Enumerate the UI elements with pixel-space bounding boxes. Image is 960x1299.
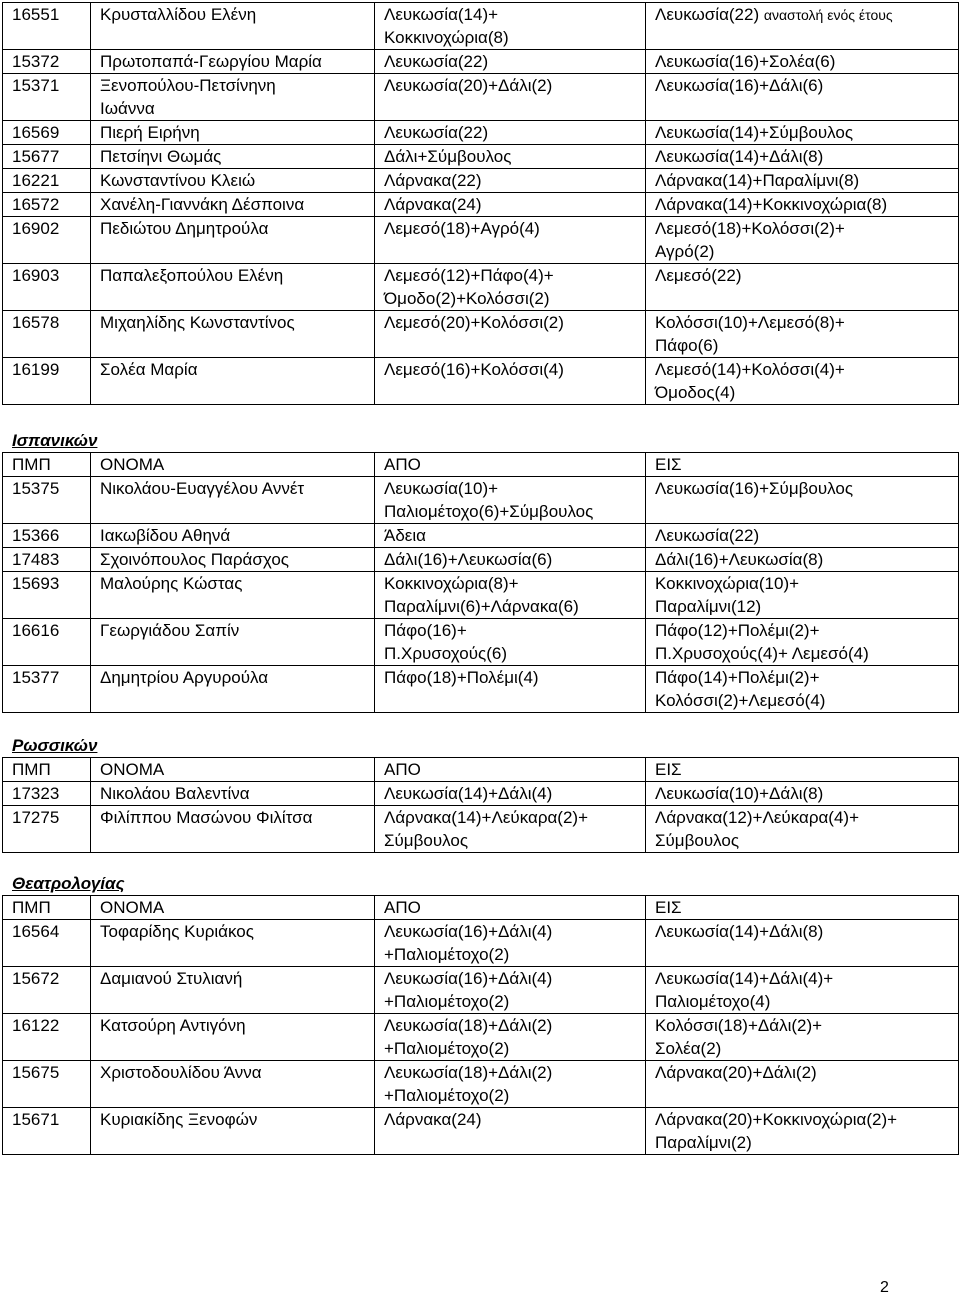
cell-apo bbox=[375, 145, 646, 169]
cell-text: Λευκωσία(22) bbox=[384, 123, 489, 142]
cell-id bbox=[3, 3, 91, 50]
cell-id bbox=[3, 920, 91, 967]
cell-text: Λεμεσό(12)+Πάφο(4)+ Όμοδο(2)+Κολόσσι(2) bbox=[384, 266, 554, 308]
cell-apo bbox=[375, 264, 646, 311]
cell-id bbox=[3, 619, 91, 666]
cell-name bbox=[91, 217, 375, 264]
cell-eis bbox=[646, 1108, 959, 1155]
cell-apo bbox=[375, 782, 646, 806]
cell-id bbox=[3, 121, 91, 145]
cell-name bbox=[91, 1014, 375, 1061]
table-row bbox=[3, 1061, 959, 1108]
cell-text: Λάρνακα(24) bbox=[384, 195, 482, 214]
cell-apo bbox=[375, 74, 646, 121]
cell-text: Χανέλη-Γιαννάκη Δέσποινα bbox=[100, 195, 305, 214]
cell-text: Λευκωσία(16)+Σολέα(6) bbox=[655, 52, 836, 71]
cell-text: Λευκωσία(20)+Δάλι(2) bbox=[384, 76, 553, 95]
section-title: Ισπανικών bbox=[12, 431, 98, 450]
table-row bbox=[3, 572, 959, 619]
cell-text: Λεμεσό(18)+Αγρό(4) bbox=[384, 219, 540, 238]
cell-apo bbox=[375, 311, 646, 358]
cell-eis bbox=[646, 311, 959, 358]
column-header-apo bbox=[375, 896, 646, 920]
cell-name bbox=[91, 619, 375, 666]
cell-name bbox=[91, 666, 375, 713]
table-row bbox=[3, 666, 959, 713]
cell-id bbox=[3, 217, 91, 264]
cell-apo bbox=[375, 806, 646, 853]
cell-text: Άδεια bbox=[384, 526, 426, 545]
table-row bbox=[3, 782, 959, 806]
cell-eis bbox=[646, 1014, 959, 1061]
cell-eis bbox=[646, 524, 959, 548]
cell-text: Κοκκινοχώρια(10)+ Παραλίμνι(12) bbox=[655, 574, 800, 616]
column-header-label: ΠΜΠ bbox=[12, 760, 51, 779]
cell-apo bbox=[375, 358, 646, 405]
cell-name bbox=[91, 782, 375, 806]
cell-name bbox=[91, 967, 375, 1014]
table-row bbox=[3, 193, 959, 217]
cell-id bbox=[3, 145, 91, 169]
cell-eis bbox=[646, 169, 959, 193]
table-header-row bbox=[3, 758, 959, 782]
cell-text: 15693 bbox=[12, 574, 60, 593]
cell-text: 16551 bbox=[12, 5, 60, 24]
column-header-label: ΠΜΠ bbox=[12, 455, 51, 474]
cell-text: Λάρνακα(14)+Λεύκαρα(2)+ Σύμβουλος bbox=[384, 808, 589, 850]
table-row bbox=[3, 548, 959, 572]
cell-text: Λεμεσό(22) bbox=[655, 266, 742, 285]
column-header-id bbox=[3, 758, 91, 782]
cell-text: Λευκωσία(16)+Σύμβουλος bbox=[655, 479, 854, 498]
cell-apo bbox=[375, 217, 646, 264]
cell-text: Λευκωσία(14)+Σύμβουλος bbox=[655, 123, 854, 142]
cell-text: 16122 bbox=[12, 1016, 60, 1035]
cell-id bbox=[3, 548, 91, 572]
cell-text: Δημητρίου Αργυρούλα bbox=[100, 668, 269, 687]
cell-apo bbox=[375, 967, 646, 1014]
cell-text: Ιακωβίδου Αθηνά bbox=[100, 526, 231, 545]
cell-text: Λάρνακα(12)+Λεύκαρα(4)+ Σύμβουλος bbox=[655, 808, 860, 850]
table-row bbox=[3, 264, 959, 311]
cell-text: Κρυσταλλίδου Ελένη bbox=[100, 5, 257, 24]
cell-eis bbox=[646, 1061, 959, 1108]
section-title: Θεατρολογίας bbox=[12, 874, 125, 893]
cell-apo bbox=[375, 50, 646, 74]
cell-text: 16578 bbox=[12, 313, 60, 332]
cell-text: Λάρνακα(24) bbox=[384, 1110, 482, 1129]
cell-text: 17275 bbox=[12, 808, 60, 827]
cell-id bbox=[3, 572, 91, 619]
column-header-label: ΑΠΟ bbox=[384, 898, 421, 917]
cell-text: 15677 bbox=[12, 147, 60, 166]
cell-text: 15672 bbox=[12, 969, 60, 988]
cell-text: Πρωτοπαπά-Γεωργίου Μαρία bbox=[100, 52, 322, 71]
cell-text: Λάρνακα(20)+Κοκκινοχώρια(2)+ Παραλίμνι(2) bbox=[655, 1110, 898, 1152]
cell-apo bbox=[375, 169, 646, 193]
cell-text: Κατσούρη Αντιγόνη bbox=[100, 1016, 246, 1035]
cell-name bbox=[91, 1108, 375, 1155]
cell-text: 15375 bbox=[12, 479, 60, 498]
cell-id bbox=[3, 50, 91, 74]
cell-id bbox=[3, 1014, 91, 1061]
column-header-eis bbox=[646, 453, 959, 477]
cell-name bbox=[91, 145, 375, 169]
cell-text: 15366 bbox=[12, 526, 60, 545]
cell-eis bbox=[646, 806, 959, 853]
cell-eis bbox=[646, 358, 959, 405]
cell-name bbox=[91, 358, 375, 405]
cell-text: Πάφο(18)+Πολέμι(4) bbox=[384, 668, 539, 687]
column-header-label: ΕΙΣ bbox=[655, 760, 682, 779]
cell-name bbox=[91, 524, 375, 548]
column-header-name bbox=[91, 758, 375, 782]
cell-text: Λεμεσό(14)+Κολόσσι(4)+ Όμοδος(4) bbox=[655, 360, 845, 402]
cell-text: Λάρνακα(14)+Κοκκινοχώρια(8) bbox=[655, 195, 888, 214]
cell-eis bbox=[646, 264, 959, 311]
cell-text: 15675 bbox=[12, 1063, 60, 1082]
column-header-label: ΟΝΟΜΑ bbox=[100, 760, 165, 779]
cell-id bbox=[3, 193, 91, 217]
cell-text: Δάλι+Σύμβουλος bbox=[384, 147, 512, 166]
cell-text: Λευκωσία(14)+Δάλι(4) bbox=[384, 784, 553, 803]
cell-text: 16616 bbox=[12, 621, 60, 640]
column-header-label: ΠΜΠ bbox=[12, 898, 51, 917]
cell-text: Μιχαηλίδης Κωνσταντίνος bbox=[100, 313, 295, 332]
cell-id bbox=[3, 967, 91, 1014]
table-row bbox=[3, 74, 959, 121]
cell-text: Λευκωσία(14)+Δάλι(4)+ Παλιομέτοχο(4) bbox=[655, 969, 834, 1011]
cell-name bbox=[91, 572, 375, 619]
cell-name bbox=[91, 477, 375, 524]
cell-text: Πάφο(16)+ Π.Χρυσοχούς(6) bbox=[384, 621, 507, 663]
table-row bbox=[3, 358, 959, 405]
cell-text: Κωνσταντίνου Κλειώ bbox=[100, 171, 256, 190]
cell-apo bbox=[375, 1014, 646, 1061]
cell-text: Λευκωσία(22) bbox=[384, 52, 489, 71]
section-title: Ρωσσικών bbox=[12, 736, 98, 755]
cell-name bbox=[91, 74, 375, 121]
cell-id bbox=[3, 806, 91, 853]
cell-text: Τοφαρίδης Κυριάκος bbox=[100, 922, 254, 941]
cell-text: Λάρνακα(14)+Παραλίμνι(8) bbox=[655, 171, 860, 190]
allocation-table bbox=[2, 757, 959, 853]
cell-text: Λευκωσία(22) αναστολή ενός έτους bbox=[655, 5, 893, 24]
table-row bbox=[3, 50, 959, 74]
cell-apo bbox=[375, 524, 646, 548]
cell-eis bbox=[646, 217, 959, 264]
column-header-label: ΑΠΟ bbox=[384, 455, 421, 474]
table-row bbox=[3, 169, 959, 193]
cell-id bbox=[3, 477, 91, 524]
column-header-apo bbox=[375, 758, 646, 782]
cell-apo bbox=[375, 572, 646, 619]
status-note: αναστολή ενός έτους bbox=[763, 7, 893, 23]
table-row bbox=[3, 477, 959, 524]
table-header-row bbox=[3, 896, 959, 920]
cell-text: Φιλίππου Μασώνου Φιλίτσα bbox=[100, 808, 313, 827]
table-row bbox=[3, 524, 959, 548]
cell-text: Δάλι(16)+Λευκωσία(8) bbox=[655, 550, 824, 569]
cell-eis bbox=[646, 548, 959, 572]
cell-eis bbox=[646, 477, 959, 524]
cell-text: Κοκκινοχώρια(8)+ Παραλίμνι(6)+Λάρνακα(6) bbox=[384, 574, 579, 616]
table-row bbox=[3, 1014, 959, 1061]
cell-text: 16572 bbox=[12, 195, 60, 214]
allocation-table bbox=[2, 452, 959, 713]
cell-text: 16564 bbox=[12, 922, 60, 941]
cell-text: 15372 bbox=[12, 52, 60, 71]
cell-text: 16221 bbox=[12, 171, 60, 190]
table-row bbox=[3, 217, 959, 264]
column-header-label: ΟΝΟΜΑ bbox=[100, 455, 165, 474]
cell-text: 15371 bbox=[12, 76, 60, 95]
cell-name bbox=[91, 920, 375, 967]
cell-text: 16903 bbox=[12, 266, 60, 285]
column-header-name bbox=[91, 453, 375, 477]
cell-text: 16199 bbox=[12, 360, 60, 379]
table-row bbox=[3, 967, 959, 1014]
cell-text: Πετσίηνι Θωμάς bbox=[100, 147, 222, 166]
column-header-id bbox=[3, 453, 91, 477]
cell-id bbox=[3, 264, 91, 311]
cell-text: Λευκωσία(16)+Δάλι(6) bbox=[655, 76, 824, 95]
cell-text: Πεδιώτου Δημητρούλα bbox=[100, 219, 269, 238]
cell-text: Κολόσσι(10)+Λεμεσό(8)+ Πάφο(6) bbox=[655, 313, 845, 355]
cell-id bbox=[3, 74, 91, 121]
cell-text: Χριστοδουλίδου Άννα bbox=[100, 1063, 262, 1082]
cell-eis bbox=[646, 967, 959, 1014]
cell-text: Νικολάου-Ευαγγέλου Αννέτ bbox=[100, 479, 305, 498]
cell-name bbox=[91, 169, 375, 193]
cell-eis bbox=[646, 145, 959, 169]
cell-eis bbox=[646, 572, 959, 619]
cell-id bbox=[3, 1061, 91, 1108]
cell-text: Δαμιανού Στυλιανή bbox=[100, 969, 243, 988]
table-row bbox=[3, 806, 959, 853]
cell-text: Λεμεσό(20)+Κολόσσι(2) bbox=[384, 313, 564, 332]
cell-apo bbox=[375, 121, 646, 145]
cell-apo bbox=[375, 666, 646, 713]
cell-apo bbox=[375, 619, 646, 666]
cell-eis bbox=[646, 782, 959, 806]
cell-name bbox=[91, 3, 375, 50]
cell-text: 16569 bbox=[12, 123, 60, 142]
cell-text: 16902 bbox=[12, 219, 60, 238]
column-header-label: ΑΠΟ bbox=[384, 760, 421, 779]
cell-apo bbox=[375, 920, 646, 967]
allocation-table bbox=[2, 895, 959, 1155]
cell-name bbox=[91, 1061, 375, 1108]
cell-name bbox=[91, 50, 375, 74]
cell-apo bbox=[375, 1061, 646, 1108]
cell-id bbox=[3, 358, 91, 405]
allocation-table bbox=[2, 2, 959, 405]
cell-eis bbox=[646, 121, 959, 145]
cell-eis bbox=[646, 193, 959, 217]
column-header-id bbox=[3, 896, 91, 920]
cell-text: Ξενοπούλου-Πετσίνηνη Ιωάννα bbox=[100, 76, 276, 118]
column-header-eis bbox=[646, 758, 959, 782]
cell-text: Νικολάου Βαλεντίνα bbox=[100, 784, 250, 803]
cell-name bbox=[91, 548, 375, 572]
column-header-eis bbox=[646, 896, 959, 920]
cell-text: Μαλούρης Κώστας bbox=[100, 574, 243, 593]
column-header-label: ΕΙΣ bbox=[655, 455, 682, 474]
cell-text: Λευκωσία(14)+Δάλι(8) bbox=[655, 147, 824, 166]
cell-eis bbox=[646, 920, 959, 967]
cell-text: Σολέα Μαρία bbox=[100, 360, 198, 379]
cell-text: 17323 bbox=[12, 784, 60, 803]
cell-name bbox=[91, 806, 375, 853]
table-row bbox=[3, 3, 959, 50]
column-header-name bbox=[91, 896, 375, 920]
cell-name bbox=[91, 264, 375, 311]
table-row bbox=[3, 1108, 959, 1155]
column-header-apo bbox=[375, 453, 646, 477]
column-header-label: ΟΝΟΜΑ bbox=[100, 898, 165, 917]
cell-text: Δάλι(16)+Λευκωσία(6) bbox=[384, 550, 553, 569]
cell-text: Λευκωσία(18)+Δάλι(2) +Παλιομέτοχο(2) bbox=[384, 1016, 553, 1058]
cell-text: Κυριακίδης Ξενοφών bbox=[100, 1110, 258, 1129]
cell-text: Πάφο(14)+Πολέμι(2)+ Κολόσσι(2)+Λεμεσό(4) bbox=[655, 668, 826, 710]
cell-apo bbox=[375, 548, 646, 572]
page-number: 2 bbox=[880, 1279, 889, 1296]
cell-text: Σχοινόπουλος Παράσχος bbox=[100, 550, 289, 569]
cell-id bbox=[3, 782, 91, 806]
cell-text: Λεμεσό(16)+Κολόσσι(4) bbox=[384, 360, 564, 379]
cell-apo bbox=[375, 1108, 646, 1155]
cell-id bbox=[3, 1108, 91, 1155]
cell-id bbox=[3, 524, 91, 548]
cell-text: Λευκωσία(14)+ Κοκκινοχώρια(8) bbox=[384, 5, 509, 47]
cell-eis bbox=[646, 3, 959, 50]
table-row bbox=[3, 920, 959, 967]
cell-text: Γεωργιάδου Σαπίν bbox=[100, 621, 240, 640]
cell-text: Λευκωσία(22) bbox=[655, 526, 760, 545]
cell-id bbox=[3, 311, 91, 358]
cell-name bbox=[91, 193, 375, 217]
cell-eis bbox=[646, 74, 959, 121]
cell-text: Λευκωσία(16)+Δάλι(4) +Παλιομέτοχο(2) bbox=[384, 922, 553, 964]
cell-text: Παπαλεξοπούλου Ελένη bbox=[100, 266, 284, 285]
cell-text: 15671 bbox=[12, 1110, 60, 1129]
cell-text: Λευκωσία(10)+ Παλιομέτοχο(6)+Σύμβουλος bbox=[384, 479, 594, 521]
cell-apo bbox=[375, 3, 646, 50]
table-row bbox=[3, 311, 959, 358]
cell-text: Πάφο(12)+Πολέμι(2)+ Π.Χρυσοχούς(4)+ Λεμεσό(4) bbox=[655, 621, 869, 663]
cell-text: 15377 bbox=[12, 668, 60, 687]
cell-id bbox=[3, 666, 91, 713]
cell-text: Λευκωσία(16)+Δάλι(4) +Παλιομέτοχο(2) bbox=[384, 969, 553, 1011]
cell-text: Λάρνακα(22) bbox=[384, 171, 482, 190]
cell-apo bbox=[375, 477, 646, 524]
table-row bbox=[3, 121, 959, 145]
cell-apo bbox=[375, 193, 646, 217]
cell-text: Πιερή Ειρήνη bbox=[100, 123, 200, 142]
cell-name bbox=[91, 311, 375, 358]
cell-id bbox=[3, 169, 91, 193]
cell-text: Κολόσσι(18)+Δάλι(2)+ Σολέα(2) bbox=[655, 1016, 823, 1058]
table-header-row bbox=[3, 453, 959, 477]
cell-eis bbox=[646, 619, 959, 666]
cell-text: Λευκωσία(14)+Δάλι(8) bbox=[655, 922, 824, 941]
cell-name bbox=[91, 121, 375, 145]
column-header-label: ΕΙΣ bbox=[655, 898, 682, 917]
table-row bbox=[3, 619, 959, 666]
table-row bbox=[3, 145, 959, 169]
cell-text: 17483 bbox=[12, 550, 60, 569]
cell-text: Λεμεσό(18)+Κολόσσι(2)+ Αγρό(2) bbox=[655, 219, 845, 261]
cell-eis bbox=[646, 50, 959, 74]
cell-text: Λάρνακα(20)+Δάλι(2) bbox=[655, 1063, 817, 1082]
cell-text: Λευκωσία(10)+Δάλι(8) bbox=[655, 784, 824, 803]
cell-text: Λευκωσία(18)+Δάλι(2) +Παλιομέτοχο(2) bbox=[384, 1063, 553, 1105]
cell-eis bbox=[646, 666, 959, 713]
